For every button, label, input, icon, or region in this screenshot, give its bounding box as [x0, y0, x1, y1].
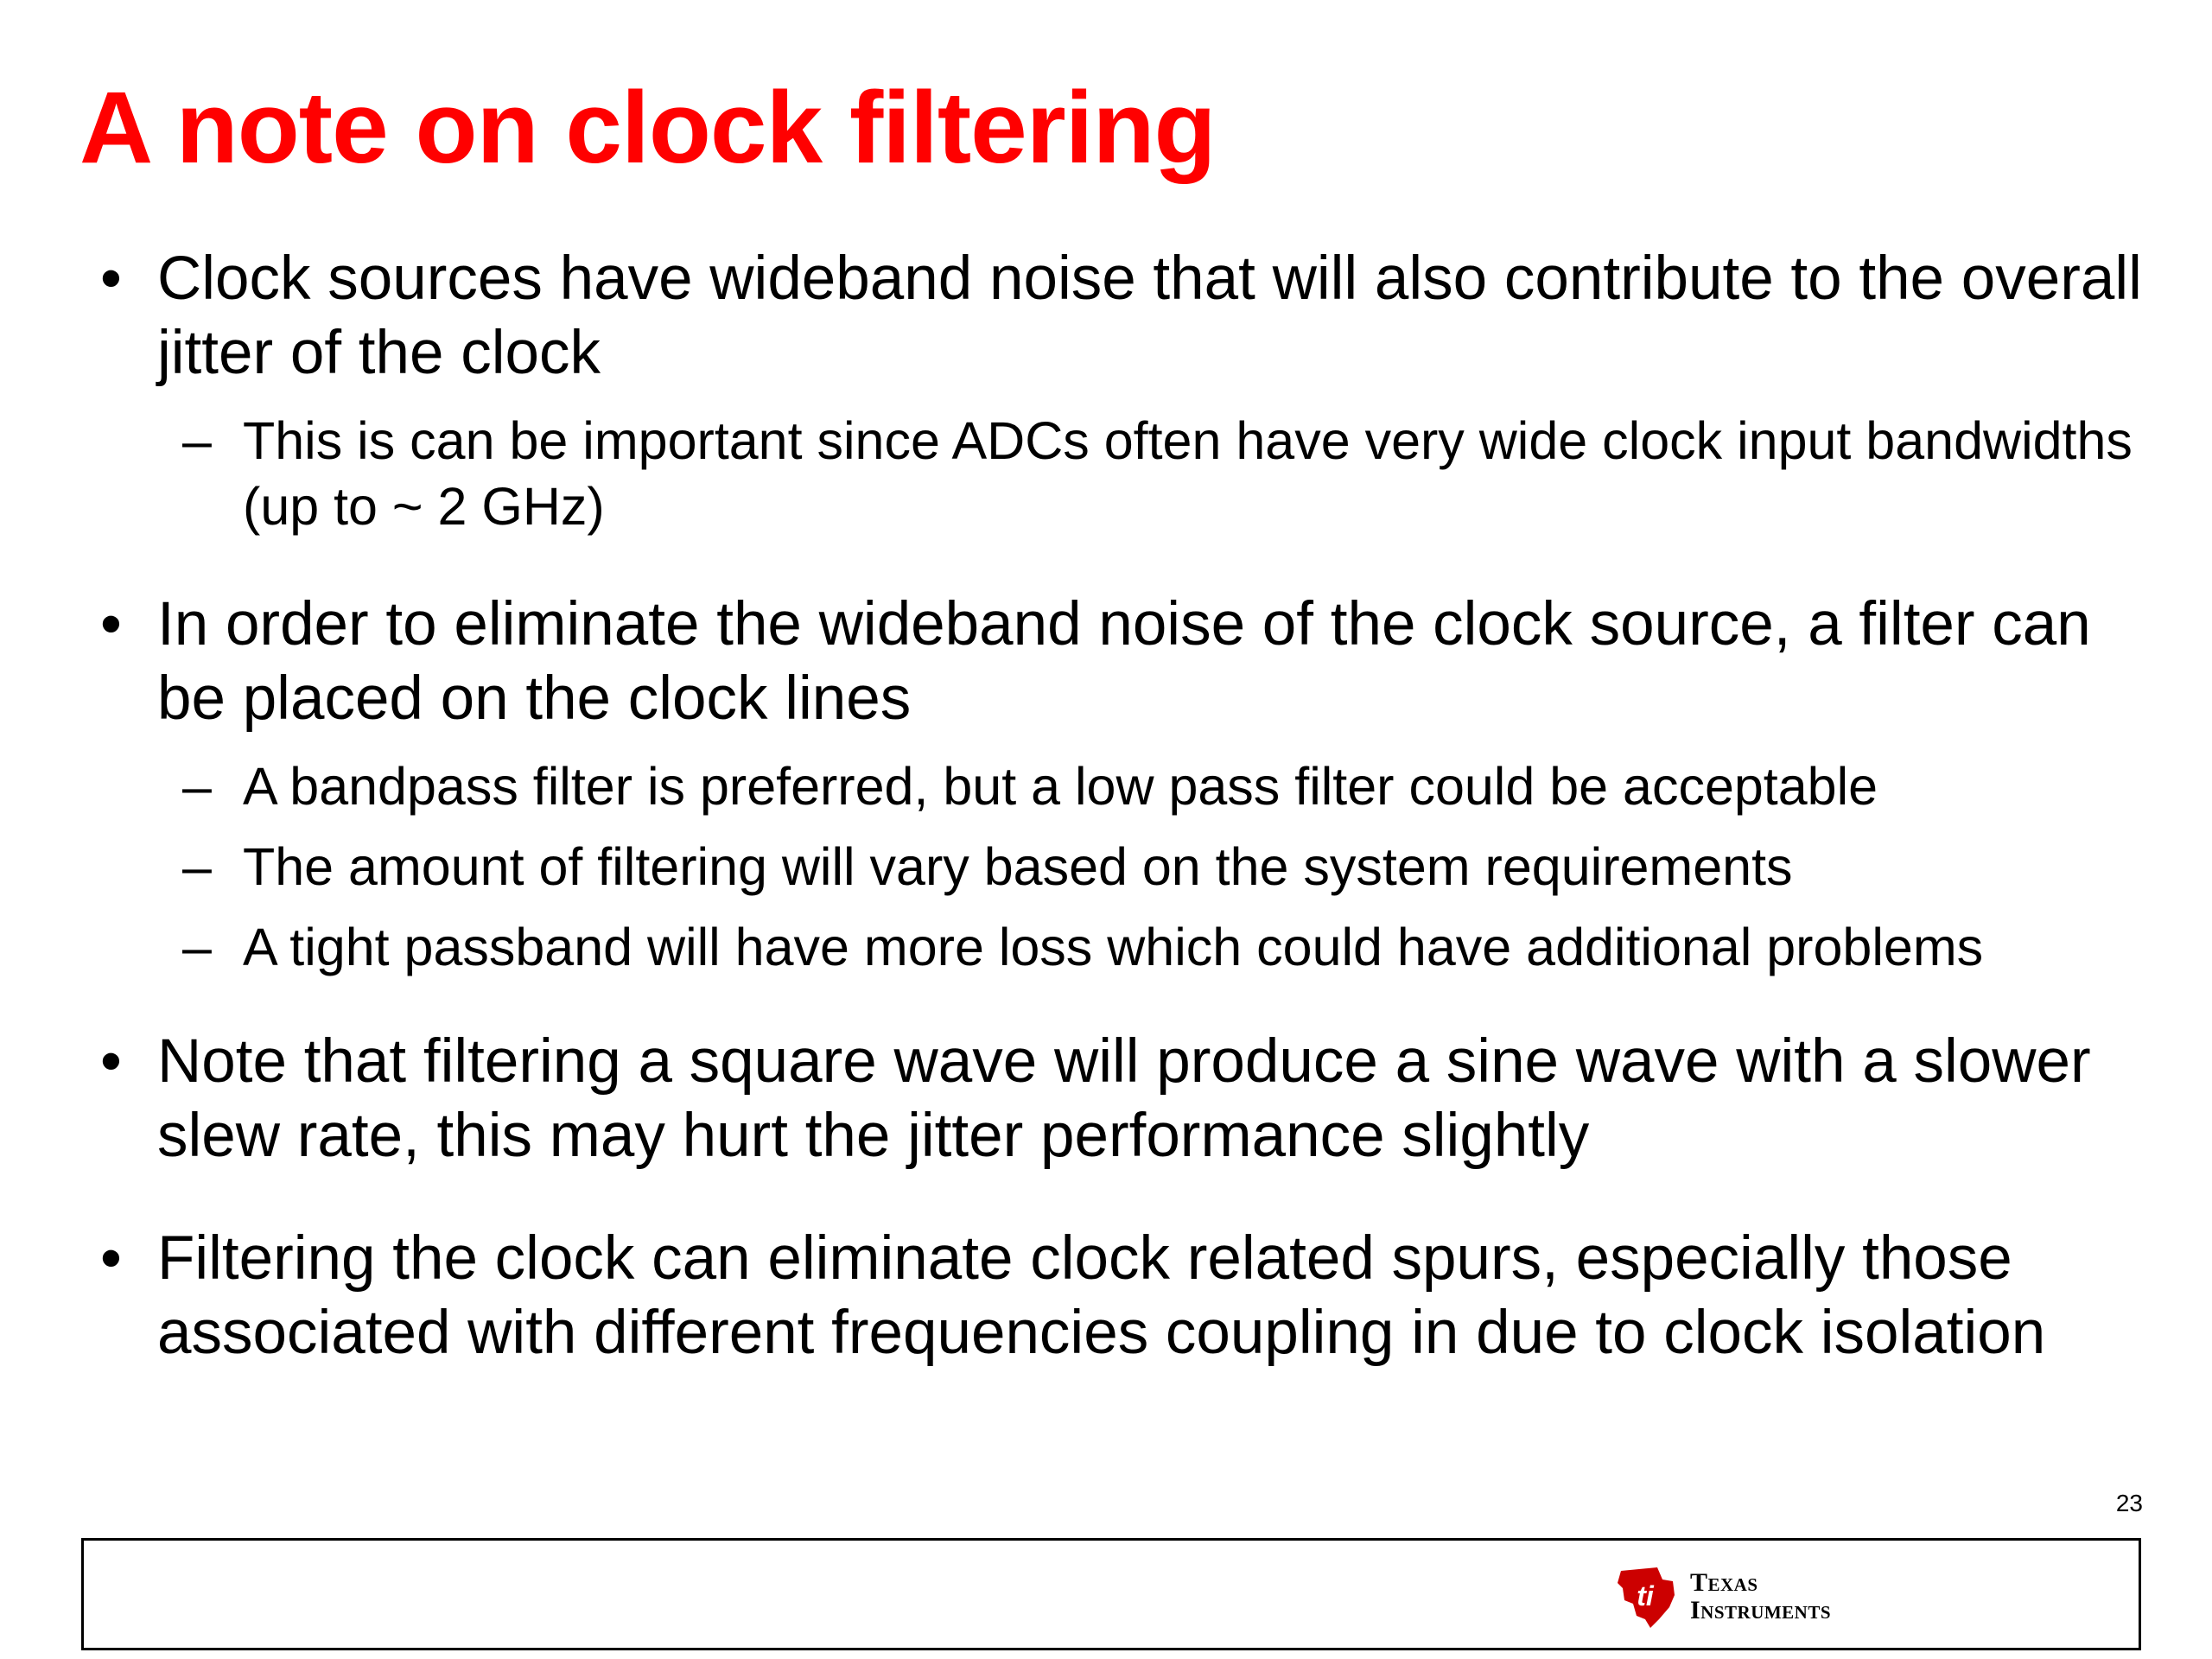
sub-bullet-item	[182, 914, 2144, 980]
logo-line-texas: Texas	[1690, 1568, 1758, 1597]
sub-bullet-item	[182, 753, 2144, 819]
bullet-item	[100, 242, 2145, 391]
sub-bullet-text: The amount of filtering will vary based on the system requirements	[243, 837, 1793, 896]
sub-bullet-item	[182, 408, 2144, 539]
bullet-marker: •	[100, 590, 122, 658]
bullet-item	[100, 1222, 2145, 1370]
bullet-text: Note that filtering a square wave will produce a sine wave with a slower slew rate, this may hurt the jitter performance slightly	[157, 1027, 2091, 1170]
bullet-marker: •	[100, 1224, 122, 1293]
page-number: 23	[2115, 1490, 2143, 1516]
bullet-item	[100, 1025, 2145, 1173]
sub-bullet-item	[182, 834, 2144, 899]
bullet-item	[100, 588, 2145, 736]
logo-wordmark	[1690, 1569, 1831, 1624]
dash-marker: –	[182, 757, 212, 816]
texas-instruments-logo-icon	[1612, 1562, 1681, 1631]
dash-marker: –	[182, 837, 212, 896]
dash-marker: –	[182, 411, 212, 470]
bullet-text: Clock sources have wideband noise that will also contribute to the overall jitter of the clock	[157, 245, 2142, 387]
svg-text:ti: ti	[1637, 1580, 1654, 1611]
sub-bullet-text: A tight passband will have more loss which could have additional problems	[243, 918, 1984, 976]
bullet-marker: •	[100, 245, 122, 313]
slide-title: A note on clock filtering	[79, 71, 1216, 185]
dash-marker: –	[182, 918, 212, 976]
bullet-marker: •	[100, 1027, 122, 1096]
logo-line-instruments: Instruments	[1690, 1596, 1832, 1624]
sub-bullet-text: A bandpass filter is preferred, but a low pass filter could be acceptable	[243, 757, 1878, 816]
bullet-text: In order to eliminate the wideband noise of the clock source, a filter can be placed on the clock lines	[157, 590, 2091, 733]
bullet-text: Filtering the clock can eliminate clock related spurs, especially those associated with different frequencies coupling in due to clock isolation	[157, 1224, 2046, 1367]
sub-bullet-text: This is can be important since ADCs often have very wide clock input bandwidths (up to ~ 2 GHz)	[243, 411, 2133, 536]
texas-instruments-logo	[1612, 1562, 1897, 1631]
